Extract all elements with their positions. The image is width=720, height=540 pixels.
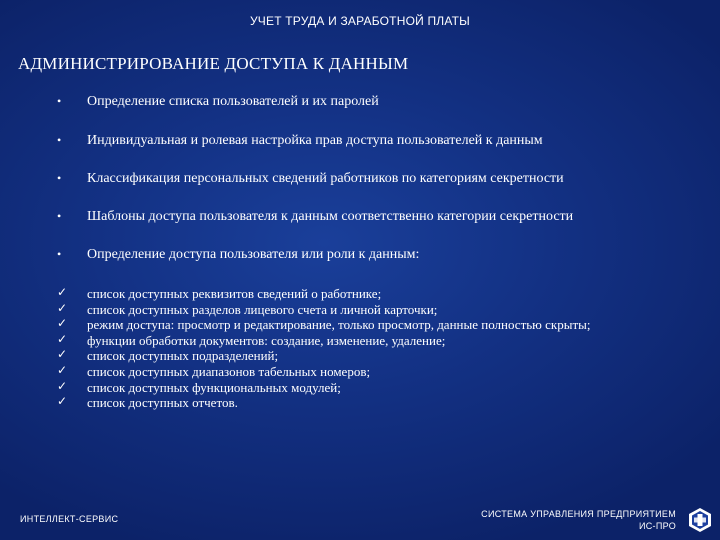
bullet-text: Индивидуальная и ролевая настройка прав доступа пользователей к данным — [87, 133, 543, 148]
checkmark-icon: ✓ — [57, 300, 68, 315]
check-text: список доступных подразделений; — [87, 348, 279, 364]
bullet-dot-icon: • — [57, 133, 62, 147]
company-name: ИНТЕЛЛЕКТ-СЕРВИС — [20, 514, 119, 524]
bullet-text: Шаблоны доступа пользователя к данным соответственно категории секретности — [87, 209, 574, 224]
bullet-dot-icon: • — [57, 247, 62, 261]
check-text: список доступных реквизитов сведений о работнике; — [87, 286, 382, 301]
bullet-text: Классификация персональных сведений работников по категориям секретности — [87, 171, 564, 186]
check-text: функции обработки документов: создание, изменение, удаление; — [87, 332, 446, 348]
bullet-dot-icon: • — [57, 171, 62, 185]
product-name-line2: ИС-ПРО — [638, 521, 676, 531]
check-text: список доступных функциональных модулей; — [87, 379, 341, 395]
check-text: список доступных диапазонов табельных номеров; — [87, 363, 371, 379]
checkmark-icon: ✓ — [57, 316, 68, 331]
bullet-text: Определение доступа пользователя или роли к данным: — [87, 247, 420, 262]
checkmark-icon: ✓ — [57, 378, 68, 393]
ic-pro-logo-icon — [688, 507, 712, 533]
check-text: список доступных разделов лицевого счета и личной карточки; — [87, 301, 438, 317]
slide-title: АДМИНИСТРИРОВАНИЕ ДОСТУПА К ДАННЫМ — [18, 54, 409, 73]
bullet-dot-icon: • — [57, 209, 62, 223]
checkmark-icon: ✓ — [57, 347, 68, 362]
checkmark-icon: ✓ — [57, 394, 68, 409]
product-name-line1: СИСТЕМА УПРАВЛЕНИЯ ПРЕДПРИЯТИЕМ — [481, 509, 676, 519]
bullet-dot-icon: • — [57, 94, 62, 108]
bullet-text: Определение списка пользователей и их паролей — [87, 94, 379, 109]
checkmark-icon: ✓ — [57, 362, 68, 377]
checkmark-icon: ✓ — [57, 285, 68, 299]
checkmark-icon: ✓ — [57, 331, 68, 346]
slide-header: УЧЕТ ТРУДА И ЗАРАБОТНОЙ ПЛАТЫ — [249, 14, 470, 28]
check-text: список доступных отчетов. — [87, 395, 238, 411]
check-text: режим доступа: просмотр и редактирование, только просмотр, данные полностью скрыты; — [87, 317, 591, 333]
product-name — [481, 508, 676, 532]
